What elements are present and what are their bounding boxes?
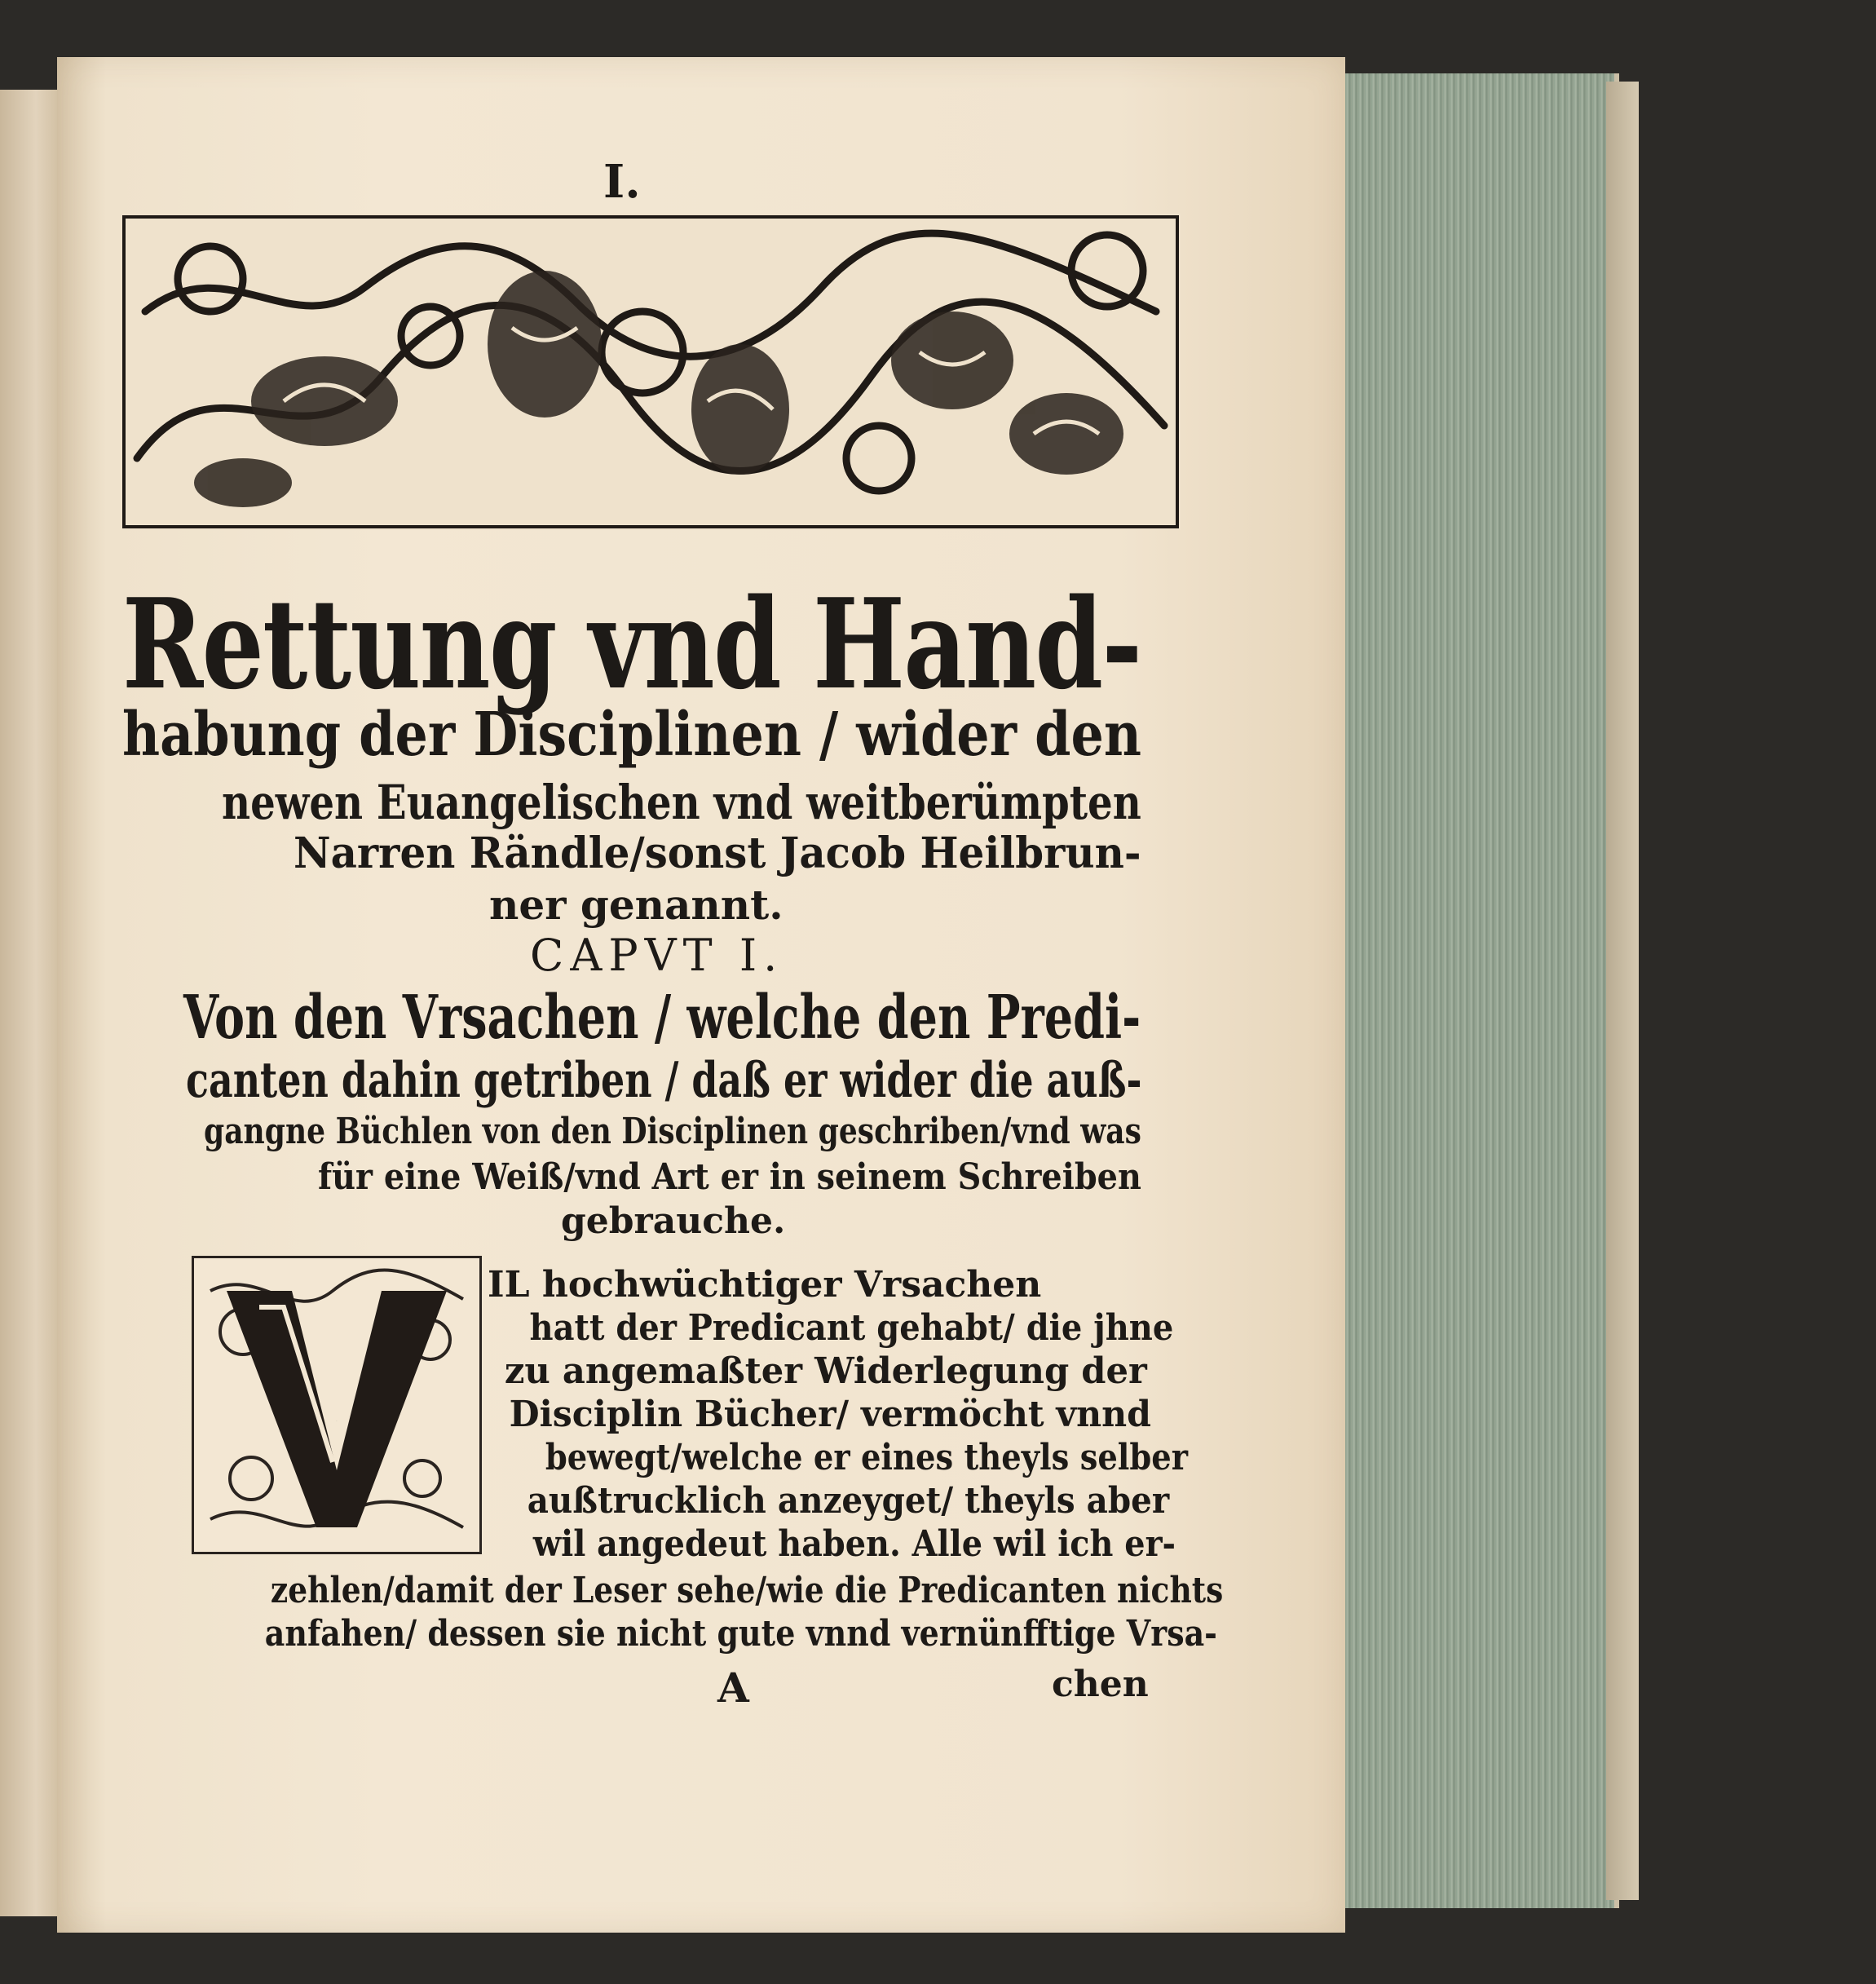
- body-line-7: wil angedeut haben. Alle wil ich er-: [532, 1523, 1176, 1565]
- body-line-4: Disciplin Bücher/ vermöcht vnnd: [509, 1394, 1151, 1435]
- body-line-1: IL hochwüchtiger Vrsachen: [488, 1264, 1042, 1306]
- chapter-label: CAPVT I.: [530, 930, 784, 981]
- body-line-6: außtrucklich anzeyget/ theyls aber: [527, 1480, 1170, 1522]
- title-line-1: Rettung vnd Hand-: [122, 571, 1141, 717]
- title-line-2: habung der Disciplinen / wider den: [122, 700, 1141, 770]
- body-line-3: zu angemaßter Widerlegung der: [504, 1350, 1147, 1392]
- chapter-heading-line-3: gangne Büchlen von den Disciplinen geschriben/vnd was: [204, 1111, 1141, 1152]
- decorated-initial-icon: [192, 1256, 482, 1554]
- book-cover-board: [1606, 82, 1639, 1900]
- signature-mark: A: [717, 1664, 749, 1712]
- woodcut-headpiece-icon: [121, 214, 1181, 530]
- chapter-heading-line-5: gebrauche.: [561, 1200, 786, 1242]
- catchword: chen: [1052, 1664, 1149, 1705]
- chapter-heading-line-1: Von den Vrsachen / welche den Predi-: [183, 983, 1141, 1053]
- body-line-5: bewegt/welche er eines theyls selber: [545, 1437, 1189, 1478]
- chapter-heading-line-2: canten dahin getriben / daß er wider die auß-: [186, 1052, 1142, 1109]
- page-number: I.: [603, 155, 641, 209]
- title-line-4: Narren Rändle/sonst Jacob Heilbrun-: [294, 829, 1141, 878]
- book-fore-edge: [1345, 73, 1619, 1908]
- svg-text:V: V: [336, 1421, 338, 1422]
- body-line-9: anfahen/ dessen sie nicht gute vnnd vernünfftige Vrsa-: [264, 1613, 1217, 1655]
- title-line-3: newen Euangelischen vnd weitberümpten: [222, 775, 1141, 830]
- chapter-heading-line-4: für eine Weiß/vnd Art er in seinem Schreiben: [318, 1156, 1141, 1198]
- body-line-8: zehlen/damit der Leser sehe/wie die Predicanten nichts: [270, 1570, 1224, 1611]
- left-facing-page: [0, 90, 65, 1916]
- body-line-2: hatt der Predicant gehabt/ die jhne: [529, 1307, 1174, 1349]
- title-line-5: ner genannt.: [489, 881, 784, 929]
